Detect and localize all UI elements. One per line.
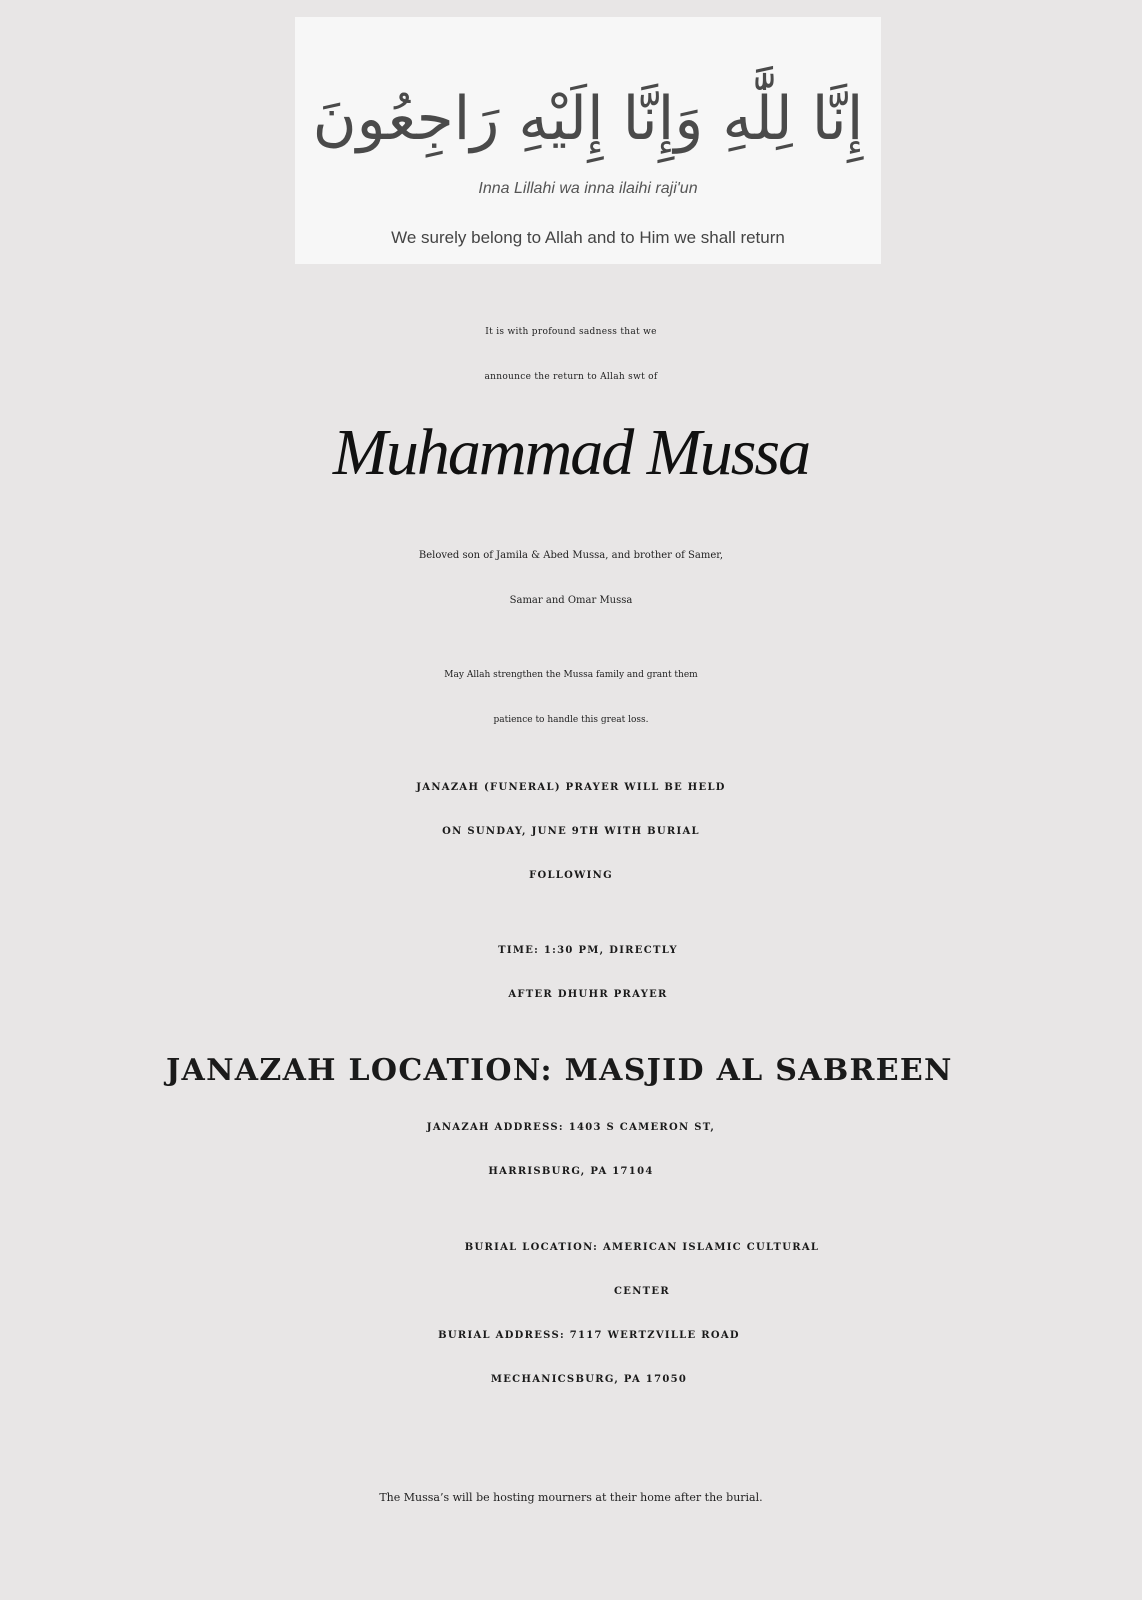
intro-line-2: announce the return to Allah swt of (484, 372, 658, 382)
closing-note: The Mussa’s will be hosting mourners at their home after the burial. (379, 1491, 763, 1504)
janazah-line-1: JANAZAH (FUNERAL) PRAYER WILL BE HELD (416, 782, 726, 793)
intro-line-1: It is with profound sadness that we (485, 327, 657, 337)
burial-location-line-1: BURIAL LOCATION: AMERICAN ISLAMIC CULTURAL (464, 1242, 820, 1253)
burial-address-line-2: MECHANICSBURG, PA 17050 (490, 1374, 688, 1385)
verse-translation: We surely belong to Allah and to Him we shall return (391, 228, 785, 247)
janazah-line-3: FOLLOWING (529, 870, 613, 881)
family-line-1: Beloved son of Jamila & Abed Mussa, and brother of Samer, (418, 550, 724, 561)
verse-transliteration: Inna Lillahi wa inna ilaihi raji'un (478, 180, 698, 197)
janazah-address-line-2: HARRISBURG, PA 17104 (488, 1166, 654, 1177)
janazah-line-2: ON SUNDAY, JUNE 9TH WITH BURIAL (442, 826, 700, 837)
time-line-2: AFTER DHUHR PRAYER (508, 989, 668, 1000)
prayer-line-1: May Allah strengthen the Mussa family and grant them (444, 670, 698, 680)
deceased-name: Muhammad Mussa (332, 416, 810, 489)
family-line-2: Samar and Omar Mussa (509, 595, 633, 606)
janazah-location: JANAZAH LOCATION: MASJID AL SABREEN (166, 1053, 953, 1088)
burial-address-line-1: BURIAL ADDRESS: 7117 WERTZVILLE ROAD (438, 1330, 740, 1341)
arabic-verse: إِنَّا لِلَّٰهِ وَإِنَّا إِلَيْهِ رَاجِعُونَ (312, 84, 864, 154)
quran-verse-banner (295, 17, 881, 264)
burial-location-line-2: CENTER (614, 1286, 670, 1297)
prayer-line-2: patience to handle this great loss. (493, 715, 649, 725)
janazah-address-line-1: JANAZAH ADDRESS: 1403 S CAMERON ST, (426, 1122, 716, 1133)
time-line-1: TIME: 1:30 PM, DIRECTLY (498, 945, 678, 956)
